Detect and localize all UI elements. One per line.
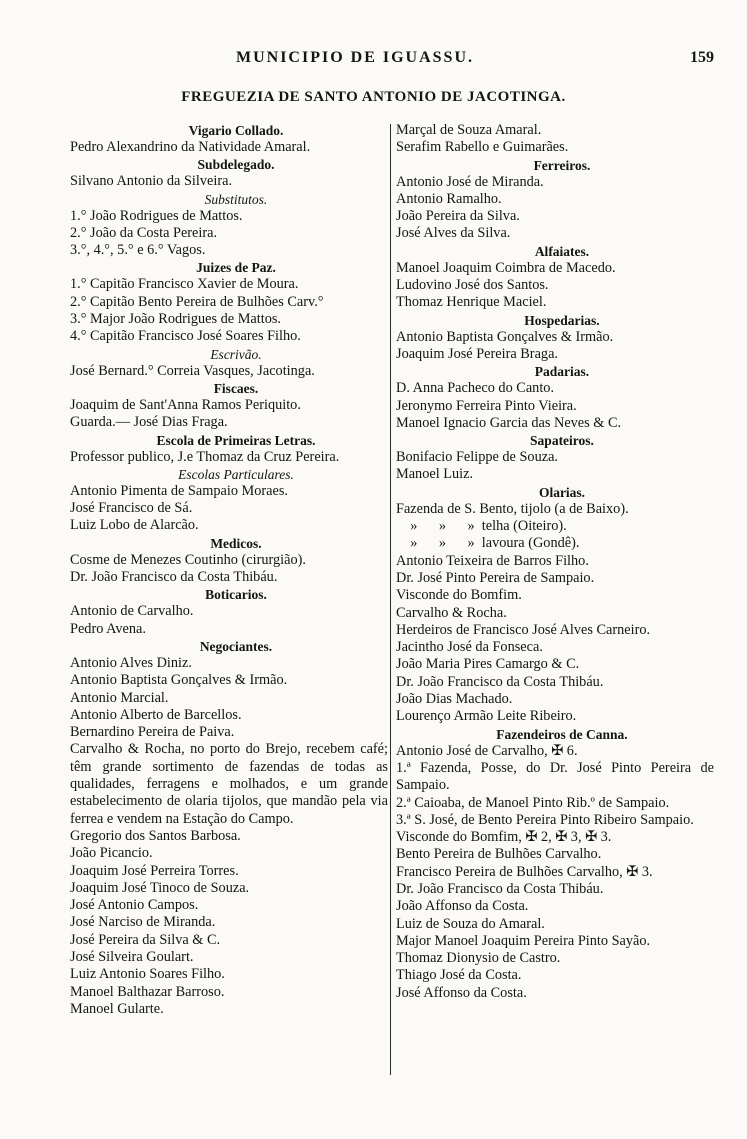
directory-entry: João Affonso da Costa. [396, 898, 529, 915]
directory-entry: Antonio José de Miranda. [396, 173, 544, 190]
directory-entry: Antonio Alberto de Barcellos. [70, 706, 242, 723]
directory-entry: Dr. João Francisco da Costa Thibáu. [70, 569, 278, 586]
directory-entry: 1.° Capitão Francisco Xavier de Moura. [70, 276, 299, 293]
directory-section [70, 259, 388, 345]
directory-entry: Herdeiros de Francisco José Alves Carneiro. [396, 621, 651, 638]
directory-entry: Francisco Pereira de Bulhões Carvalho, ✠ 3. [396, 863, 653, 880]
directory-entry: José Francisco de Sá. [70, 500, 193, 517]
page-number: 159 [690, 49, 714, 66]
directory-entry: Joaquim José Perreira Torres. [70, 862, 239, 879]
section-heading: Juizes de Paz. [196, 260, 276, 276]
directory-entry: José Bernard.° Correia Vasques, Jacotinga. [70, 362, 315, 379]
directory-entry: Lourenço Armão Leite Ribeiro. [396, 708, 577, 725]
directory-entry: Jeronymo Ferreira Pinto Vieira. [396, 397, 577, 414]
directory-entry: Manoel Gularte. [70, 1000, 164, 1017]
right-column [396, 122, 714, 1002]
directory-entry: Silvano Antonio da Silveira. [70, 173, 233, 190]
directory-entry: Luiz Antonio Soares Filho. [70, 966, 225, 983]
directory-entry: Antonio Baptista Gonçalves & Irmão. [396, 328, 614, 345]
directory-entry: Pedro Avena. [70, 620, 146, 637]
directory-entry: José Alves da Silva. [396, 225, 511, 242]
directory-entry: Antonio Marcial. [70, 689, 169, 706]
directory-section [70, 586, 388, 638]
directory-section [70, 432, 388, 466]
section-heading: Negociantes. [199, 638, 273, 654]
section-heading: Medicos. [210, 535, 262, 551]
directory-section [396, 726, 714, 1002]
directory-section [70, 380, 388, 432]
directory-section [70, 191, 388, 260]
directory-entry: Luiz de Souza do Amaral. [396, 915, 545, 932]
directory-entry: Luiz Lobo de Alarcão. [70, 517, 199, 534]
directory-entry: Dr. João Francisco da Costa Thibáu. [396, 673, 604, 690]
directory-entry: Major Manoel Joaquim Pereira Pinto Sayão. [396, 932, 651, 949]
parish-title: FREGUEZIA DE SANTO ANTONIO DE JACOTINGA. [181, 89, 566, 105]
left-column [70, 122, 388, 1018]
directory-entry: Pedro Alexandrino da Natividade Amaral. [70, 139, 311, 155]
directory-entry: » » » telha (Oiteiro). [396, 518, 567, 535]
section-heading: Escola de Primeiras Letras. [156, 432, 316, 448]
section-heading: Substitutos. [204, 191, 268, 207]
directory-entry: » » » lavoura (Gondê). [396, 535, 580, 552]
directory-entry: Dr. José Pinto Pereira de Sampaio. [396, 569, 595, 586]
directory-section [396, 312, 714, 364]
directory-entry: Manoel Joaquim Coimbra de Macedo. [396, 259, 616, 276]
directory-entry: Visconde do Bomfim. [396, 587, 522, 604]
directory-entry: Antonio Pimenta de Sampaio Moraes. [70, 482, 288, 499]
section-heading: Sapateiros. [530, 433, 594, 449]
section-heading: Escrivão. [210, 346, 262, 362]
directory-entry: Bonifacio Felippe de Souza. [396, 449, 558, 466]
section-heading: Escolas Particulares. [178, 466, 294, 482]
directory-entry: Cosme de Menezes Coutinho (cirurgião). [70, 551, 306, 568]
directory-entry: Ludovino José dos Santos. [396, 277, 549, 294]
directory-entry: Guarda.— José Dias Fraga. [70, 414, 228, 431]
page-header [0, 49, 747, 73]
directory-entry: Joaquim José Tinoco de Souza. [70, 879, 250, 896]
directory-entry: Professor publico, J.e Thomaz da Cruz Pereira. [70, 448, 340, 465]
section-heading: Olarias. [538, 484, 586, 500]
directory-entry: Manoel Luiz. [396, 466, 474, 483]
directory-entry: Bernardino Pereira de Paiva. [70, 724, 235, 741]
directory-entry: 2.° Capitão Bento Pereira de Bulhões Carv.° [70, 293, 324, 310]
directory-entry: José Pereira da Silva & C. [70, 931, 221, 948]
directory-section [70, 466, 388, 535]
directory-entry: 3.°, 4.°, 5.° e 6.° Vagos. [70, 242, 206, 259]
section-heading: Padarias. [534, 364, 590, 380]
directory-entry: 4.° Capitão Francisco José Soares Filho. [70, 328, 301, 345]
directory-entry: 1.° João Rodrigues de Mattos. [70, 207, 243, 224]
directory-entry: Fazenda de S. Bento, tijolo (a de Baixo). [396, 500, 629, 517]
directory-entry: Bento Pereira de Bulhões Carvalho. [396, 846, 602, 863]
section-heading: Alfaiates. [534, 243, 590, 259]
directory-entry: Joaquim de Sant'Anna Ramos Periquito. [70, 396, 301, 413]
directory-section [70, 156, 388, 190]
directory-entry: José Affonso da Costa. [396, 984, 527, 1001]
section-heading: Fazendeiros de Canna. [496, 726, 628, 742]
directory-section [70, 638, 388, 1018]
directory-entry: Antonio de Carvalho. [70, 603, 194, 620]
directory-entry: D. Anna Pacheco do Canto. [396, 380, 555, 397]
directory-entry: Serafim Rabello e Guimarães. [396, 139, 569, 156]
directory-entry: João Picancio. [70, 845, 153, 862]
directory-entry: Antonio Baptista Gonçalves & Irmão. [70, 672, 288, 689]
directory-entry: 3.ª S. José, de Bento Pereira Pinto Ribeiro Sampaio. [396, 811, 694, 828]
directory-entry: Visconde do Bomfim, ✠ 2, ✠ 3, ✠ 3. [396, 829, 612, 846]
directory-entry: Carvalho & Rocha, no porto do Brejo, recebem café; têm grande sortimento de fazendas de todas as qualidades, ferragens e molhados, e um grande estabelecimento de olaria tijolos, que mandão pela via ferrea e vendem na Estação do Campo. [70, 741, 388, 827]
directory-entry: Manoel Ignacio Garcia das Neves & C. [396, 414, 622, 431]
directory-entry: Thomaz Henrique Maciel. [396, 294, 547, 311]
directory-entry: Dr. João Francisco da Costa Thibáu. [396, 880, 604, 897]
directory-section [70, 346, 388, 380]
directory-entry: Carvalho & Rocha. [396, 604, 507, 621]
directory-entry: Manoel Balthazar Barroso. [70, 983, 225, 1000]
directory-section [396, 432, 714, 484]
directory-entry: 2.° João da Costa Pereira. [70, 224, 218, 241]
directory-entry: João Pereira da Silva. [396, 208, 520, 225]
directory-section [396, 122, 714, 157]
directory-entry: 3.° Major João Rodrigues de Mattos. [70, 311, 282, 328]
section-heading: Hospedarias. [524, 312, 600, 328]
directory-entry: Antonio José de Carvalho, ✠ 6. [396, 742, 578, 759]
directory-entry: João Maria Pires Camargo & C. [396, 656, 580, 673]
directory-entry: Thiago José da Costa. [396, 967, 522, 984]
directory-entry: Jacintho José da Fonseca. [396, 639, 543, 656]
directory-section [70, 535, 388, 587]
directory-section [396, 157, 714, 243]
running-head: MUNICIPIO DE IGUASSU. [235, 49, 475, 66]
section-heading: Vigario Collado. [188, 123, 284, 138]
directory-entry: Gregorio dos Santos Barbosa. [70, 827, 241, 844]
directory-entry: João Dias Machado. [396, 691, 513, 708]
directory-entry: Marçal de Souza Amaral. [396, 122, 542, 138]
directory-entry: Thomaz Dionysio de Castro. [396, 950, 561, 967]
directory-entry: 1.ª Fazenda, Posse, do Dr. José Pinto Pereira de Sampaio. [396, 759, 714, 794]
directory-entry: José Silveira Goulart. [70, 948, 194, 965]
directory-entry: Joaquim José Pereira Braga. [396, 345, 558, 362]
section-heading: Subdelegado. [197, 157, 275, 173]
directory-section [396, 484, 714, 726]
column-divider [390, 124, 391, 1075]
directory-entry: José Antonio Campos. [70, 897, 199, 914]
directory-entry: José Narciso de Miranda. [70, 914, 216, 931]
directory-entry: Antonio Ramalho. [396, 190, 502, 207]
directory-entry: Antonio Alves Diniz. [70, 654, 192, 671]
directory-section [396, 363, 714, 432]
directory-section [396, 243, 714, 312]
directory-entry: Antonio Teixeira de Barros Filho. [396, 552, 589, 569]
directory-entry: 2.ª Caioaba, de Manoel Pinto Rib.º de Sampaio. [396, 794, 670, 811]
section-heading: Fiscaes. [213, 380, 259, 396]
directory-section [70, 122, 388, 156]
section-heading: Boticarios. [205, 587, 267, 603]
section-heading: Ferreiros. [533, 157, 591, 173]
